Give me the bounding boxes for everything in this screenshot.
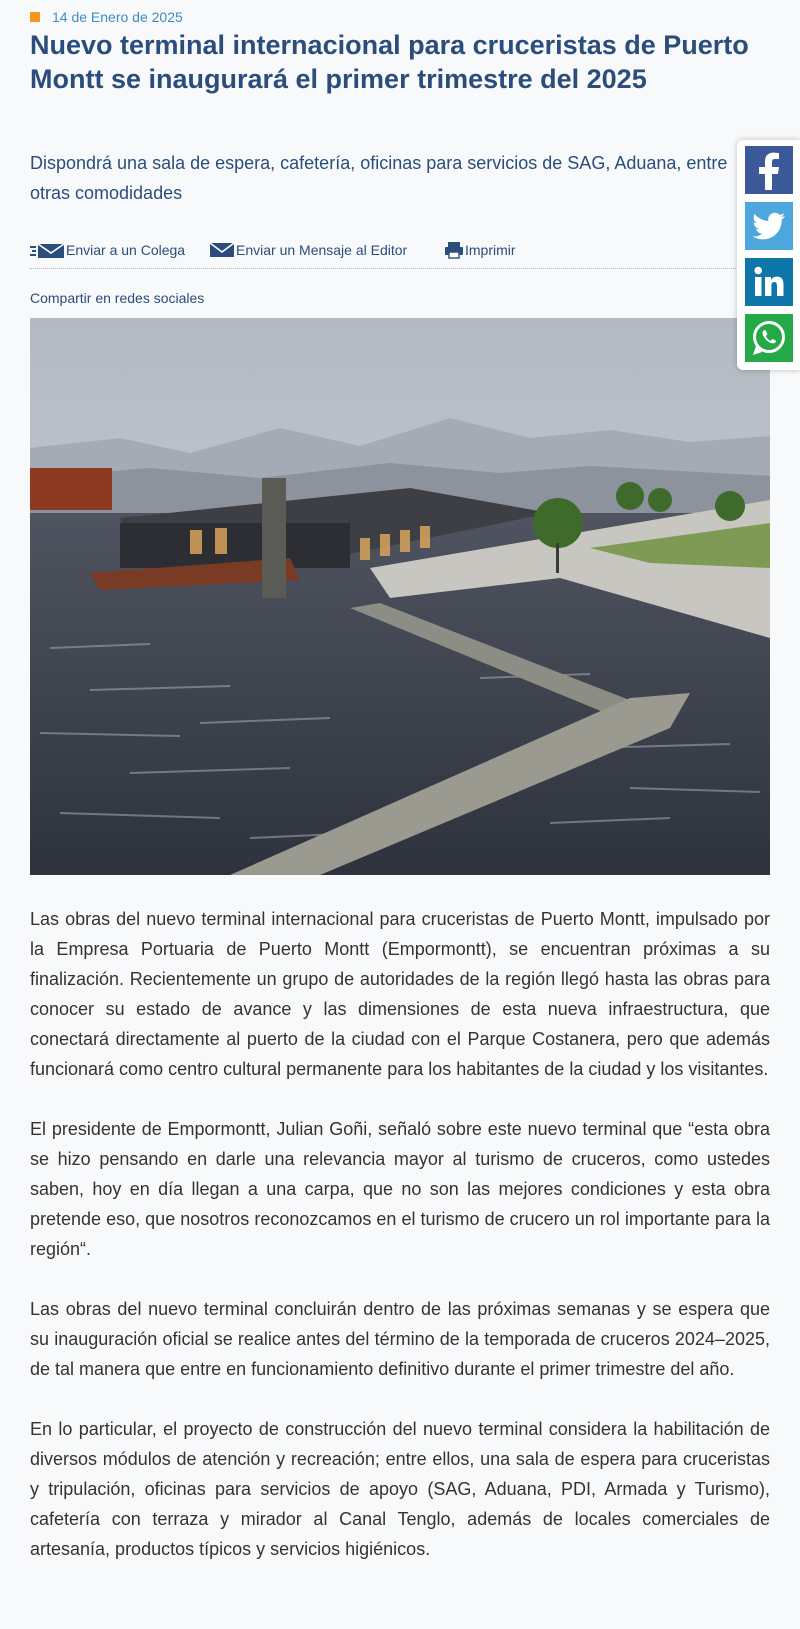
twitter-icon	[752, 212, 786, 240]
facebook-share-button[interactable]	[745, 146, 793, 194]
linkedin-icon	[752, 265, 786, 299]
article-body	[30, 904, 770, 1594]
send-to-editor-link[interactable]	[208, 240, 407, 260]
share-label: Compartir en redes sociales	[30, 290, 205, 306]
article-date: 14 de Enero de 2025	[52, 9, 183, 25]
send-editor-label: Enviar un Mensaje al Editor	[236, 242, 408, 258]
send-colleague-icon	[30, 240, 66, 260]
twitter-share-button[interactable]	[745, 202, 793, 250]
article-paragraph: Las obras del nuevo terminal internacional para cruceristas de Puerto Montt, impulsado por la Empresa Portuaria de Puerto Montt (Empormontt), se encuentran próximas a su finalización. Recientemente un grupo de autoridades de la región llegó hasta las obras para conocer su estado de avance y las dimensiones de esta nueva infraestructura, que conectará directamente al puerto de la ciudad con el Parque Costanera, pero que además funcionará como centro cultural permanente para los habitantes de la ciudad y los visitantes.	[30, 909, 770, 1079]
article-paragraph: Las obras del nuevo terminal concluirán dentro de las próximas semanas y se espera que su inauguración oficial se realice antes del término de la temporada de cruceros 2024–2025, de tal manera que entre en funcionamiento definitivo durante el primer trimestre del año.	[30, 1299, 770, 1379]
print-label: Imprimir	[465, 242, 516, 258]
article-title: Nuevo terminal internacional para cruceristas de Puerto Montt se inaugurará el primer trimestre del 2025	[30, 30, 749, 94]
print-link[interactable]	[443, 240, 516, 260]
whatsapp-icon	[750, 319, 788, 357]
facebook-icon	[752, 150, 786, 190]
terminal-rendering-image	[30, 318, 770, 875]
article-paragraph: El presidente de Empormontt, Julian Goñi, señaló sobre este nuevo terminal que “esta obra se hizo pensando en darle una relevancia mayor al turismo de cruceros, como ustedes saben, hoy en día llegan a una carpa, que no son las mejores condiciones y esta obra pretende eso, que nosotros reconozcamos en el turismo de crucero un rol importante para la región“.	[30, 1119, 770, 1259]
whatsapp-share-button[interactable]	[745, 314, 793, 362]
social-share-sidebar	[737, 140, 800, 370]
send-colleague-label: Enviar a un Colega	[66, 242, 186, 258]
article-date-row	[30, 8, 183, 26]
send-to-colleague-link[interactable]	[30, 240, 185, 260]
article-actions-bar	[30, 238, 770, 269]
mail-icon	[208, 240, 236, 260]
linkedin-share-button[interactable]	[745, 258, 793, 306]
printer-icon	[443, 240, 465, 260]
article-subtitle: Dispondrá una sala de espera, cafetería, oficinas para servicios de SAG, Aduana, entre otras comodidades	[30, 153, 728, 203]
date-marker-icon	[30, 12, 40, 22]
article-paragraph: En lo particular, el proyecto de construcción del nuevo terminal considera la habilitación de diversos módulos de atención y recreación; entre ellos, una sala de espera para cruceristas y tripulación, oficinas para servicios de apoyo (SAG, Aduana, PDI, Armada y Turismo), cafetería con terraza y mirador al Canal Tenglo, además de locales comerciales de artesanía, productos típicos y servicios higiénicos.	[30, 1419, 770, 1559]
